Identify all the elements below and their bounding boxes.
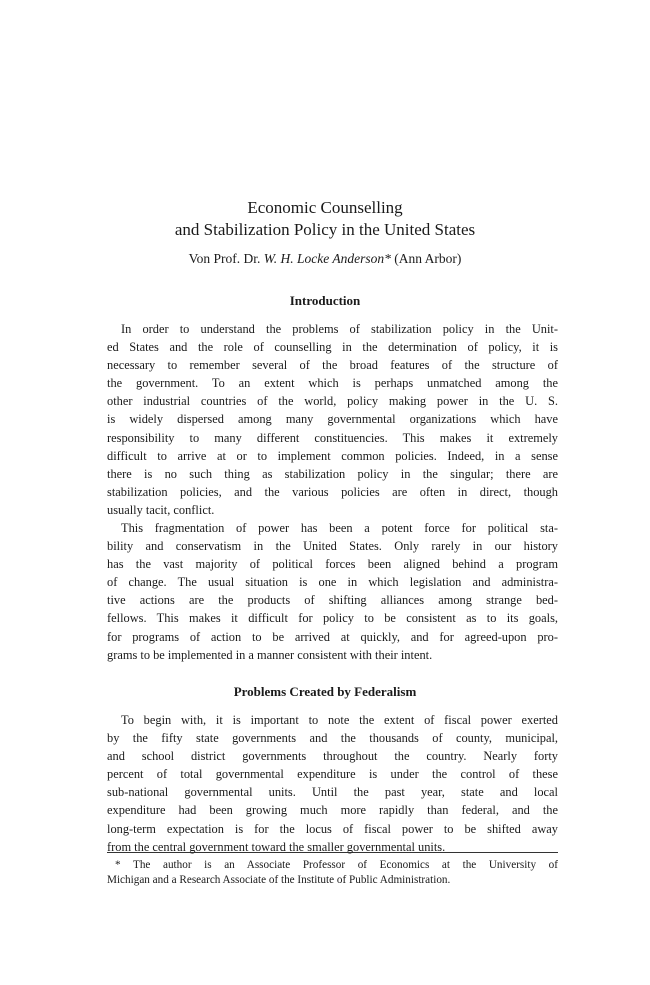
text-line: the government. To an extent which is perhaps unmatched among the [107, 376, 558, 391]
footnote [107, 858, 558, 888]
text-line: expenditure had been growing much more rapidly than federal, and the [107, 803, 558, 818]
section-heading-federalism: Problems Created by Federalism [233, 684, 417, 699]
byline [0, 250, 650, 268]
author-affiliation: (Ann Arbor) [390, 251, 462, 266]
text-line: of change. The usual situation is one in which legislation and administra- [107, 575, 558, 590]
text-line: and school district governments throughout the country. Nearly forty [107, 749, 558, 764]
text-line: is widely dispersed among many governmental organizations which have [107, 412, 558, 427]
text-line: has the vast majority of political forces been aligned behind a program [107, 557, 558, 572]
footnote-line: * The author is an Associate Professor of Economics at the University of [115, 859, 558, 871]
title-line-2: and Stabilization Policy in the United States [174, 220, 476, 239]
text-line: ed States and the role of counselling in the determination of policy, it is [107, 340, 558, 355]
text-line: usually tacit, conflict. [107, 502, 215, 517]
text-line: tive actions are the products of shifting alliances among strange bed- [107, 593, 558, 608]
paragraph-intro-2 [107, 519, 558, 664]
text-line: bility and conservatism in the United States. Only rarely in our history [107, 539, 558, 554]
text-line: percent of total governmental expenditure is under the control of these [107, 767, 558, 782]
text-line: for programs of action to be arrived at quickly, and for agreed-upon pro- [107, 629, 558, 644]
footnote-line: Michigan and a Research Associate of the Institute of Public Administration. [107, 874, 451, 886]
text-line: from the central government toward the smaller governmental units. [107, 839, 446, 854]
text-line: there is no such thing as stabilization policy in the singular; there are [107, 466, 558, 481]
text-line: other industrial countries of the world, policy making power in the U. S. [107, 394, 558, 409]
text-line: grams to be implemented in a manner consistent with their intent. [107, 647, 433, 662]
title-line-1: Economic Counselling [247, 198, 403, 217]
text-line: stabilization policies, and the various policies are often in direct, though [107, 484, 558, 499]
text-line: long-term expectation is for the locus of fiscal power to be shifted away [107, 821, 558, 836]
text-line: sub-national governmental units. Until the past year, state and local [107, 785, 558, 800]
paragraph-federalism-1 [107, 711, 558, 856]
paragraph-intro-1 [107, 320, 558, 519]
text-line: difficult to arrive at or to implement common policies. Indeed, in a sense [107, 448, 558, 463]
text-line: responsibility to many different constituencies. This makes it extremely [107, 430, 558, 445]
byline-prefix: Von Prof. Dr. [188, 251, 264, 266]
author-name: W. H. Locke Anderson* [263, 251, 391, 266]
text-line: fellows. This makes it difficult for policy to be consistent as to its goals, [107, 611, 558, 626]
text-line: To begin with, it is important to note the extent of fiscal power exerted [121, 713, 558, 727]
article-title [0, 197, 650, 241]
footnote-divider [107, 852, 558, 853]
section-heading-introduction: Introduction [289, 293, 361, 308]
text-line: necessary to remember several of the broad features of the structure of [107, 358, 558, 373]
text-line: This fragmentation of power has been a potent force for political sta- [121, 521, 558, 535]
text-line: by the fifty state governments and the thousands of county, municipal, [107, 731, 558, 746]
text-line: In order to understand the problems of stabilization policy in the Unit- [121, 322, 558, 336]
